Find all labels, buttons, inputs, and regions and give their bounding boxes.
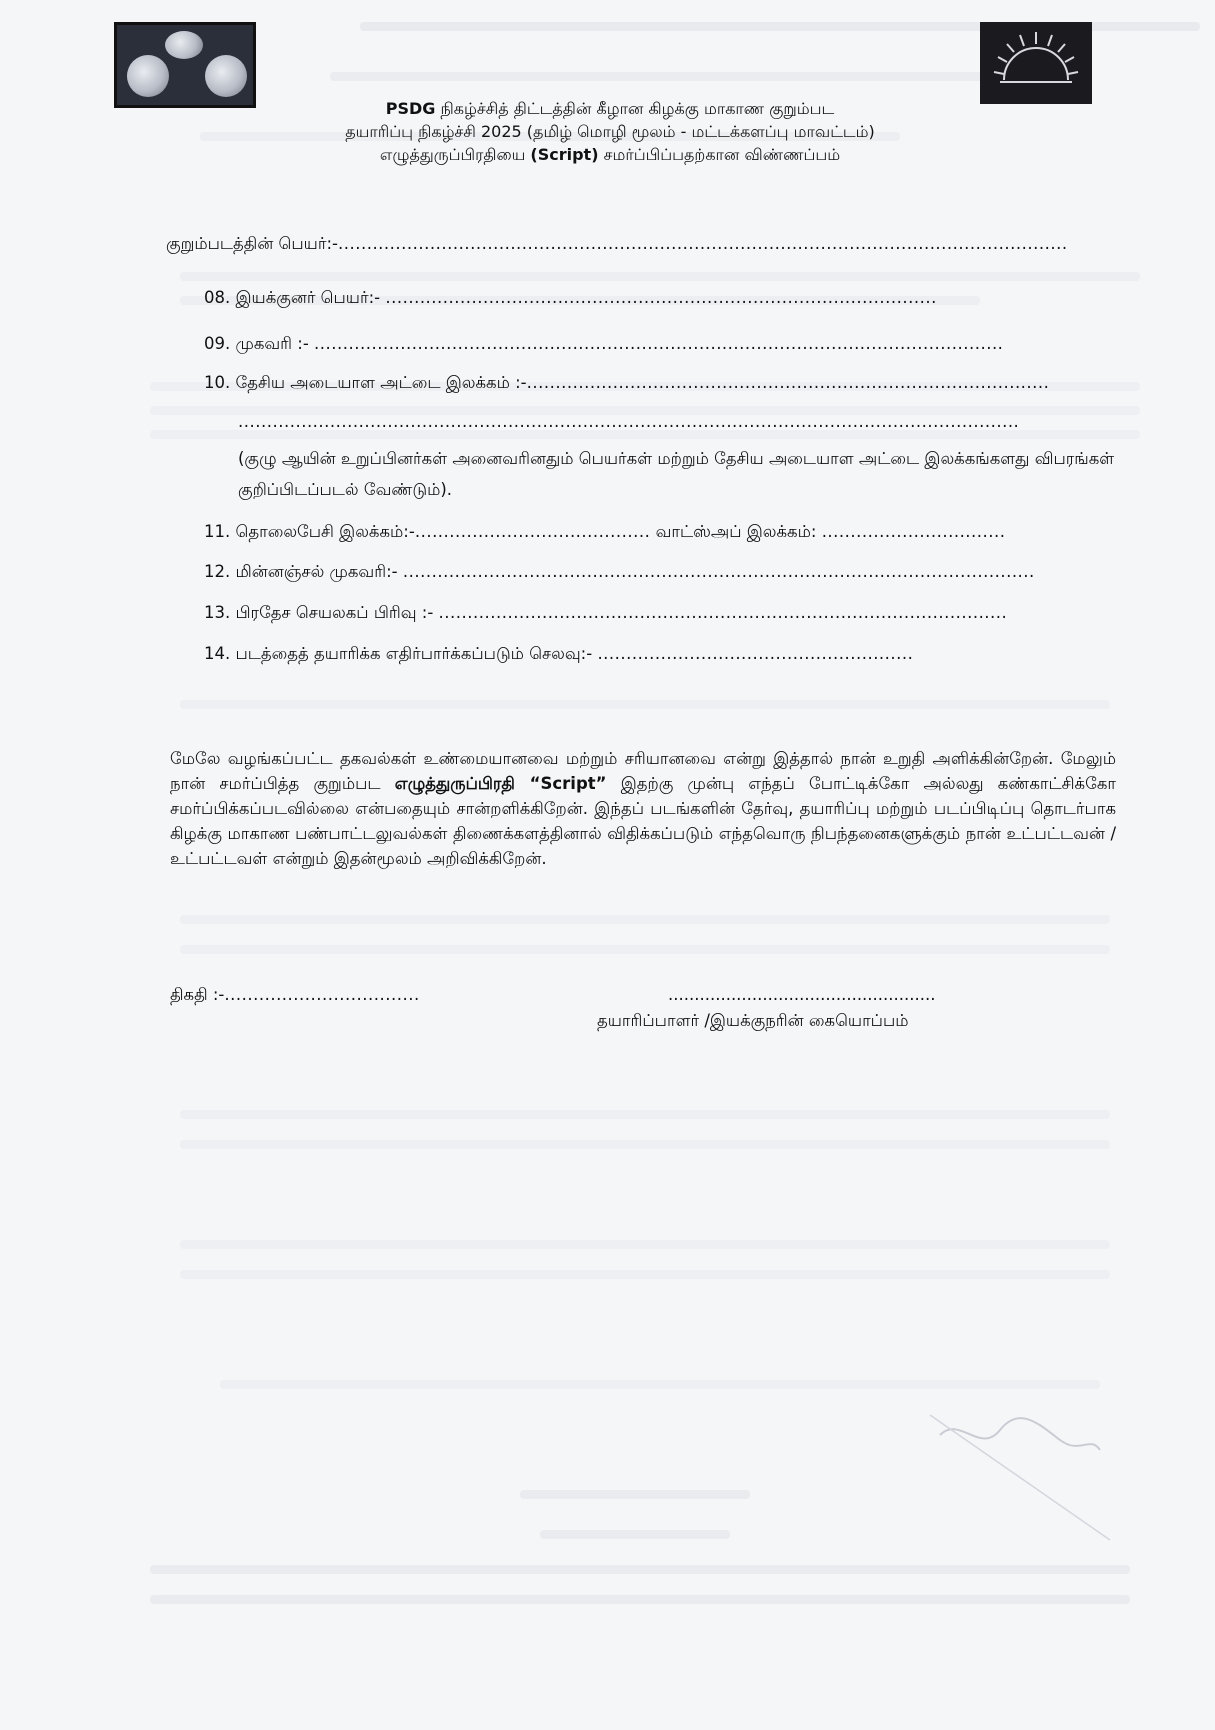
phone-label: தொலைபேசி இலக்கம்:-	[235, 522, 415, 541]
expected-cost-label: படத்தைத் தயாரிக்க எதிர்பார்க்கப்படும் செலவு:-	[235, 644, 598, 663]
title-line3-bold: (Script)	[530, 145, 599, 164]
field-phone	[204, 521, 1116, 543]
field-number: 10.	[204, 373, 231, 392]
field-film-name	[166, 233, 1116, 255]
address-label: முகவரி :-	[235, 334, 315, 353]
declaration-part2: இதற்கு முன்பு எந்தப் போட்டிக்கோ அல்லது கண்காட்சிக்கோ சமர்ப்பிக்கப்படவில்லை என்பதையும் சான்றளிக்கிறேன். இந்தப் படங்களின் தேர்வு, தயாரிப்பு மற்றும் படப்பிடிப்பு தொடர்பாக கிழக்கு மாகாண பண்பாட்டலுவல்கள் திணைக்களத்தினால் விதிக்கப்படும் எந்தவொரு நிபந்தனைகளுக்கும் நான் உட்பட்டவன் / உட்பட்டவள் என்றும் இதன்மூலம் அறிவிக்கிறேன்.	[170, 774, 1117, 868]
address-entry-line[interactable]: ........................................................................................................................	[314, 334, 1004, 353]
nic-label: தேசிய அடையாள அட்டை இலக்கம் :-	[235, 373, 527, 392]
phone-entry-line[interactable]: .........................................	[414, 522, 651, 541]
director-entry-line[interactable]: ................................................................................................	[385, 288, 937, 307]
nic-entry-line[interactable]: ...........................................................................................	[526, 373, 1050, 392]
field-nic-line2	[238, 411, 1116, 433]
ds-division-label: பிரதேச செயலகப் பிரிவு :-	[235, 603, 439, 622]
title-line1: நிகழ்ச்சித் திட்டத்தின் கீழான கிழக்கு மாகாண குறும்பட	[435, 99, 835, 118]
field-number: 11.	[204, 522, 231, 541]
whatsapp-label: வாட்ஸ்அப் இலக்கம்:	[650, 522, 822, 541]
field-nic-number	[204, 372, 1116, 394]
nic-group-note: (குழு ஆயின் உறுப்பினர்கள் அனைவரினதும் பெயர்கள் மற்றும் தேசிய அடையாள அட்டை இலக்கங்களது விபரங்கள் குறிப்பிடப்படல் வேண்டும்).	[238, 449, 1115, 499]
date-label: திகதி :-	[170, 985, 225, 1004]
field-number: 08.	[204, 288, 231, 307]
expected-cost-entry-line[interactable]: .......................................................	[597, 644, 914, 663]
ds-division-entry-line[interactable]: ...................................................................................................	[438, 603, 1008, 622]
declaration-part1: மேலே வழங்கப்பட்ட தகவல்கள் உண்மையானவை மற்றும் சரியானவை என்று இத்தால் நான் உறுதி அளிக்கின்றேன். மேலும் நான் சமர்ப்பித்த குறும்பட	[170, 749, 1116, 793]
field-number: 09.	[204, 334, 231, 353]
signature-entry-line[interactable]: ...................................................	[668, 985, 936, 1004]
email-label: மின்னஞ்சல் முகவரி:-	[235, 562, 403, 581]
department-seals-logo	[114, 22, 256, 108]
field-email	[204, 561, 1116, 583]
field-number: 12.	[204, 562, 231, 581]
show-through-signature	[920, 1395, 1120, 1545]
field-address	[204, 333, 1116, 355]
email-entry-line[interactable]: ..............................................................................................................	[402, 562, 1035, 581]
film-name-label: குறும்படத்தின் பெயர்:-	[166, 234, 338, 253]
field-number: 14.	[204, 644, 231, 663]
director-label: இயக்குனர் பெயர்:-	[235, 288, 386, 307]
whatsapp-entry-line[interactable]: ................................	[821, 522, 1006, 541]
title-line3-b: சமர்ப்பிப்பதற்கான விண்ணப்பம்	[598, 145, 841, 164]
title-line2: தயாரிப்பு நிகழ்ச்சி 2025 (தமிழ் மொழி மூலம் - மட்டக்களப்பு மாவட்டம்)	[345, 122, 875, 141]
title-psdg: PSDG	[385, 99, 436, 118]
sunrise-emblem-logo	[980, 22, 1092, 104]
field-expected-cost	[204, 643, 1024, 665]
film-name-entry-line[interactable]: ...............................................................................................................................	[337, 234, 1068, 253]
signature-label: தயாரிப்பாளர் /இயக்குநரின் கையொப்பம்	[597, 1011, 909, 1030]
form-title	[230, 97, 990, 166]
field-ds-division	[204, 602, 1080, 624]
declaration-paragraph	[170, 746, 1116, 871]
date-field	[170, 984, 420, 1006]
field-number: 13.	[204, 603, 231, 622]
declaration-script-bold: எழுத்துருப்பிரதி “Script”	[394, 774, 607, 793]
title-line3-a: எழுத்துருப்பிரதியை	[379, 145, 531, 164]
field-director-name	[204, 287, 1114, 309]
nic-entry-line-2[interactable]: ........................................................................................................................................	[238, 412, 1020, 431]
date-entry-line[interactable]: ..................................	[224, 985, 420, 1004]
